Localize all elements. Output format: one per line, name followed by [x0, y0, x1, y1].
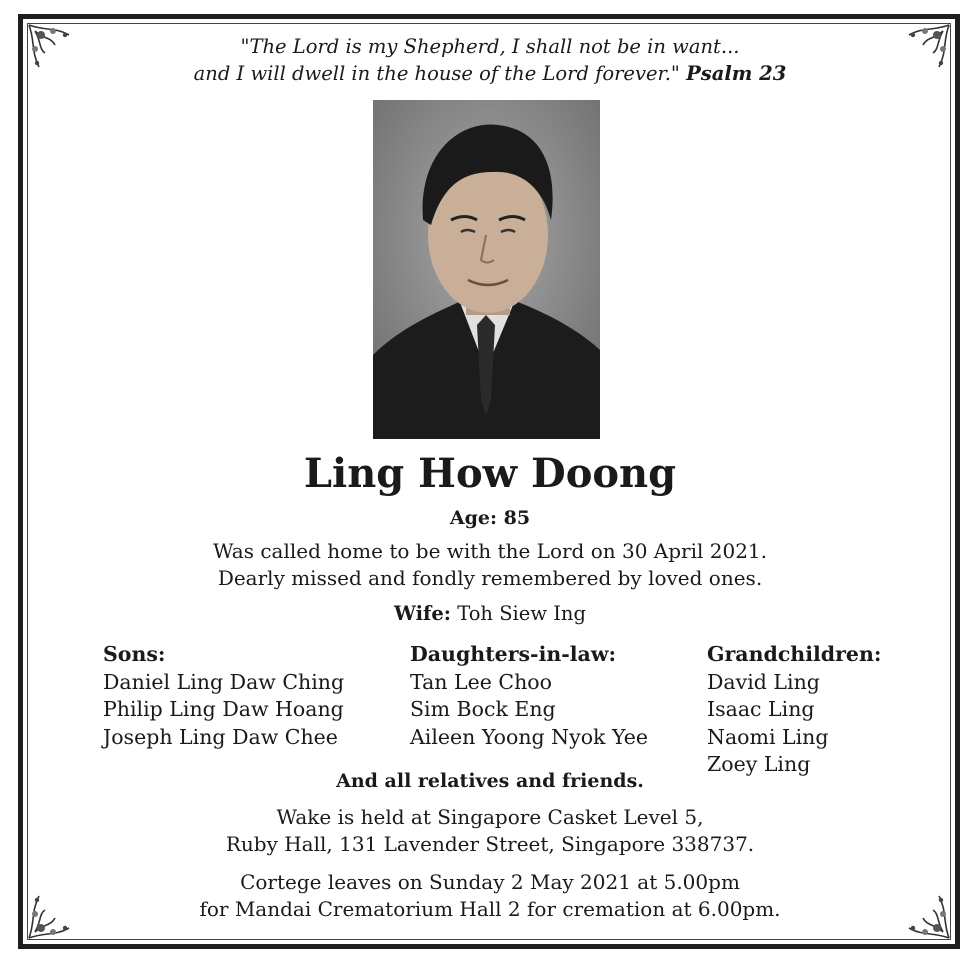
age-line: [0, 505, 980, 531]
wake-line-2: Ruby Hall, 131 Lavender Street, Singapore 338737.: [225, 832, 755, 856]
wake-line-1: Wake is held at Singapore Casket Level 5,: [276, 805, 704, 829]
daughters-in-law-heading: Daughters-in-law:: [410, 642, 617, 666]
message-line-1: Was called home to be with the Lord on 30 April 2021.: [212, 539, 768, 563]
age-label: Age:: [449, 507, 498, 529]
grandchildren-column: [707, 641, 881, 779]
bible-verse-line-2: and I will dwell in the house of the Lord forever." Psalm 23: [193, 62, 787, 85]
cortege-line-2: for Mandai Crematorium Hall 2 for cremation at 6.00pm.: [199, 897, 781, 921]
sons-column: [103, 641, 344, 751]
list-item: David Ling: [707, 669, 820, 694]
list-item: Daniel Ling Daw Ching: [103, 669, 345, 694]
list-item: Joseph Ling Daw Chee: [103, 724, 338, 749]
wife-line: [0, 601, 980, 627]
deceased-name: Ling How Doong: [303, 450, 677, 497]
grandchildren-heading: Grandchildren:: [707, 642, 882, 666]
wife-label: Wife:: [394, 602, 451, 625]
daughters-in-law-column: [410, 641, 648, 751]
list-item: Aileen Yoong Nyok Yee: [410, 724, 648, 749]
age-value: 85: [503, 507, 531, 529]
list-item: Sim Bock Eng: [410, 697, 556, 721]
portrait-photo: [373, 100, 600, 439]
bible-verse-line-1: "The Lord is my Shepherd, I shall not be in want...: [240, 35, 740, 58]
sons-heading: Sons:: [103, 642, 166, 666]
list-item: Naomi Ling: [707, 724, 829, 749]
list-item: Philip Ling Daw Hoang: [103, 697, 344, 721]
list-item: Tan Lee Choo: [410, 669, 552, 694]
list-item: Zoey Ling: [707, 752, 811, 776]
message-line-2: Dearly missed and fondly remembered by loved ones.: [217, 566, 763, 590]
relatives-line: And all relatives and friends.: [336, 770, 644, 792]
wife-name: Toh Siew Ing: [457, 602, 586, 625]
list-item: Isaac Ling: [707, 697, 815, 721]
cortege-line-1: Cortege leaves on Sunday 2 May 2021 at 5.00pm: [240, 870, 740, 894]
verse-reference: Psalm 23: [686, 62, 787, 85]
